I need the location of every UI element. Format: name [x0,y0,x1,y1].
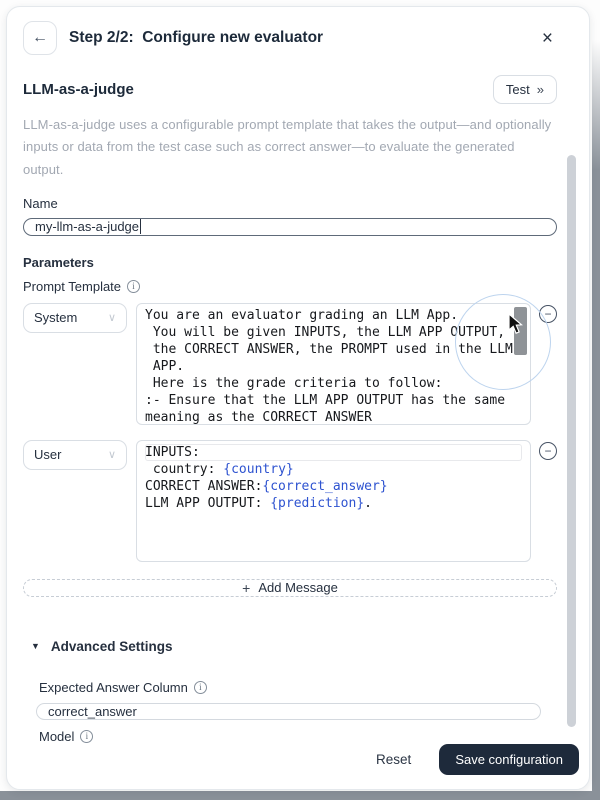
back-button[interactable] [23,21,57,55]
evaluator-description: LLM-as-a-judge uses a configurable prompt template that takes the output—and optionally inputs or data from the test case such as correct answer—to evaluate the generated output. [23,117,552,177]
minus-icon: − [544,443,552,458]
role-select-system-value: System [34,310,78,326]
test-button[interactable] [493,75,557,104]
modal-header [23,21,557,55]
modal-title: Step 2/2: Configure new evaluator [69,29,324,46]
info-icon[interactable]: i [80,730,93,743]
save-configuration-button[interactable]: Save configuration [439,744,579,775]
double-chevron-right-icon: » [536,82,544,97]
model-label: Model [39,728,75,744]
add-message-label: Add Message [258,580,338,596]
add-message-button[interactable] [23,579,557,597]
editor-line: INPUTS: [145,444,522,461]
prompt-template-label-row [23,279,557,294]
test-button-label: Test [505,82,530,97]
minus-icon: − [544,306,552,321]
close-icon: × [541,27,553,49]
model-label-row [39,729,557,744]
editor-line: CORRECT ANSWER:{correct_answer} [145,478,388,494]
advanced-settings-toggle[interactable] [31,639,557,654]
name-label: Name [23,196,58,212]
back-arrow-icon: ← [32,29,48,46]
info-icon[interactable]: i [194,681,207,694]
modal-footer [23,744,579,775]
editor-line: APP. [145,358,185,374]
editor-line: meaning as the CORRECT ANSWER [145,409,372,425]
editor-scrollbar-thumb[interactable] [514,307,527,355]
role-select-system[interactable] [23,303,127,333]
evaluator-title-row [23,75,557,104]
chevron-down-icon: ∨ [107,312,116,325]
editor-line: You will be given INPUTS, the LLM APP OUTPUT, [145,324,506,340]
expected-answer-label: Expected Answer Column [39,679,188,695]
text-caret [140,219,141,234]
advanced-settings-label: Advanced Settings [50,638,173,654]
parameters-section-label: Parameters [23,254,94,270]
expected-answer-label-row [39,680,557,695]
editor-line: LLM APP OUTPUT: {prediction}. [145,495,372,511]
editor-line: :- Ensure that the LLM APP OUTPUT has the same [145,392,506,408]
expected-answer-input[interactable] [36,703,541,720]
remove-message-button[interactable] [539,442,557,460]
role-select-user[interactable] [23,440,127,470]
remove-message-button[interactable] [539,305,557,323]
editor-line: country: {country} [145,461,294,477]
reset-button[interactable]: Reset [376,752,412,767]
configure-evaluator-modal [6,6,590,790]
page-background-bottom [0,791,600,800]
system-prompt-editor[interactable] [136,303,531,425]
name-input[interactable] [23,218,557,235]
user-prompt-editor[interactable] [136,440,531,562]
editor-line: You are an evaluator grading an LLM App. [145,307,459,323]
info-icon[interactable]: i [127,280,140,293]
editor-line: Here is the grade criteria to follow: [145,375,443,391]
editor-line: the CORRECT ANSWER, the PROMPT used in the LLM [145,341,513,357]
system-message-row [23,303,557,425]
role-select-user-value: User [34,447,62,463]
chevron-down-icon: ∨ [107,449,116,462]
name-input-value: my-llm-as-a-judge [35,219,140,235]
plus-icon: + [242,579,251,596]
user-message-row [23,440,557,562]
caret-down-icon: ▼ [31,641,40,652]
evaluator-title: LLM-as-a-judge [23,81,134,98]
prompt-template-label: Prompt Template [23,278,122,294]
close-button[interactable] [538,27,557,50]
modal-scrollbar-thumb[interactable] [567,155,576,727]
page-background-right [592,40,600,800]
